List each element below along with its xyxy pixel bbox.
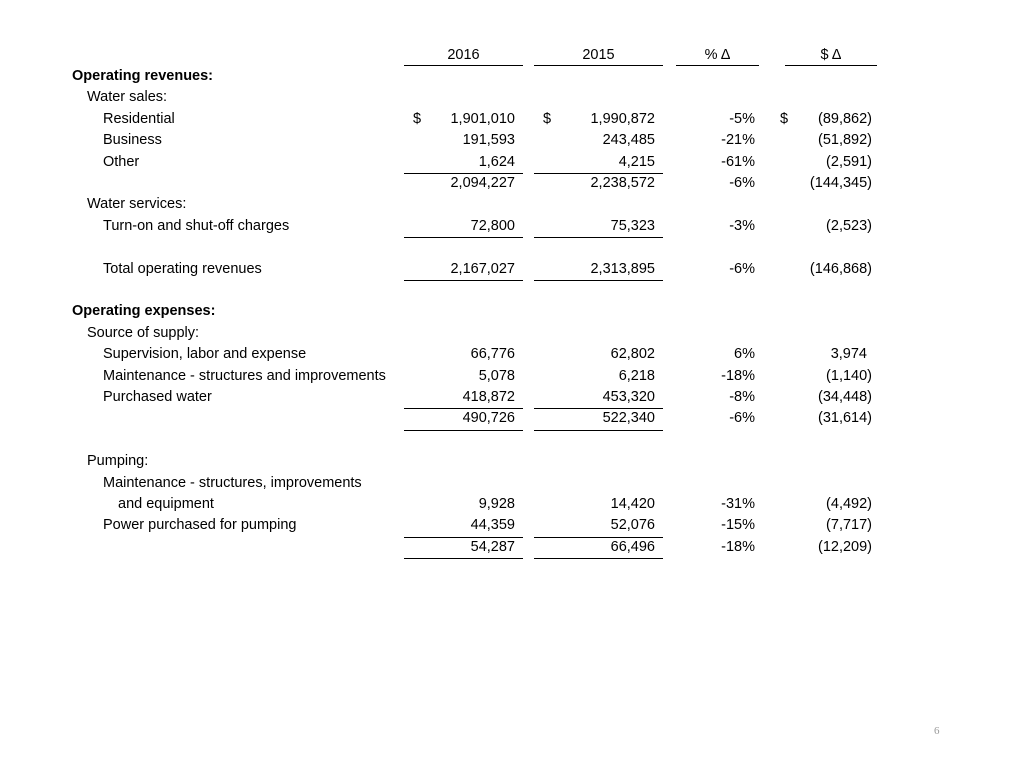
value-2016: 1,901,010: [450, 110, 515, 127]
value-2015: 4,215: [618, 153, 655, 170]
currency-symbol: $: [780, 110, 789, 127]
group-water-services: [0, 194, 1024, 215]
value-2015: 62,802: [610, 346, 655, 363]
value-dollar-change: (1,140): [826, 367, 872, 384]
row-label: and equipment: [118, 496, 214, 512]
underline: [0, 152, 1024, 173]
header-2016: 2016: [404, 46, 523, 64]
section-operating-expenses: [0, 301, 1024, 322]
subtotal-pumping: [0, 537, 1024, 558]
underline: [0, 216, 1024, 237]
row-label: Operating expenses:: [72, 303, 216, 320]
value-2015: 1,990,872: [590, 110, 655, 127]
page-number: 6: [934, 725, 940, 737]
group-pumping: [0, 451, 1024, 472]
row-label: Other: [103, 153, 140, 170]
value-percent-change: -15%: [721, 517, 755, 534]
value-percent-change: -5%: [729, 110, 755, 127]
table-row-business: [0, 130, 1024, 151]
value-dollar-change: (2,523): [826, 217, 872, 234]
value-percent-change: -3%: [729, 217, 755, 234]
value-dollar-change: (31,614): [817, 410, 872, 427]
value-percent-change: -6%: [729, 260, 755, 277]
row-label: Maintenance - structures and improvements: [103, 367, 386, 384]
value-2015: 6,218: [618, 367, 655, 384]
value-2015: 453,320: [602, 389, 655, 405]
section-operating-revenues: [0, 66, 1024, 87]
total-operating-revenues: [0, 259, 1024, 280]
value-2015: 52,076: [610, 517, 655, 534]
value-2015: 243,485: [602, 132, 655, 149]
value-dollar-change: (89,862): [817, 110, 872, 127]
value-dollar-change: (144,345): [809, 175, 872, 191]
value-2015: 14,420: [610, 496, 655, 512]
header-dollar-change: $ Δ: [785, 46, 877, 64]
value-percent-change: -21%: [721, 132, 755, 149]
value-2016: 1,624: [478, 153, 515, 170]
value-2016: 72,800: [470, 217, 515, 234]
row-label: Source of supply:: [87, 324, 200, 341]
underline: [0, 515, 1024, 536]
underline: [0, 537, 1024, 558]
value-percent-change: -18%: [721, 538, 755, 555]
table-row-supervision: [0, 344, 1024, 365]
value-dollar-change: (51,892): [817, 132, 872, 149]
value-2016: 9,928: [478, 496, 515, 512]
value-2016: 2,167,027: [450, 260, 515, 277]
row-label: Turn-on and shut-off charges: [103, 217, 290, 234]
value-2015: 66,496: [610, 538, 655, 555]
value-2015: 2,238,572: [590, 175, 655, 191]
value-dollar-change: (7,717): [826, 517, 872, 534]
table-row-and-equipment: [0, 494, 1024, 515]
value-percent-change: -18%: [721, 367, 755, 384]
value-2016: 54,287: [470, 538, 515, 555]
value-dollar-change: (34,448): [817, 389, 872, 405]
header-percent-change: % Δ: [676, 46, 759, 64]
value-percent-change: 6%: [734, 346, 755, 363]
row-label: Total operating revenues: [103, 260, 262, 277]
value-dollar-change: (2,591): [826, 153, 872, 170]
currency-symbol: $: [543, 110, 552, 127]
table-row-other: [0, 152, 1024, 173]
subtotal-water-sales: [0, 173, 1024, 194]
table-row-turn-on-shut-off: [0, 216, 1024, 237]
row-label: Water services:: [87, 196, 187, 213]
table-row-purchased-water: [0, 387, 1024, 408]
value-dollar-change: (12,209): [817, 538, 872, 555]
value-2016: 44,359: [470, 517, 515, 534]
row-label: Pumping:: [87, 453, 149, 470]
table-row-power-purchased: [0, 515, 1024, 536]
value-2016: 5,078: [478, 367, 515, 384]
underline: [0, 387, 1024, 408]
value-2016: 490,726: [462, 410, 515, 427]
value-percent-change: -8%: [729, 389, 755, 405]
row-label: Residential: [103, 110, 175, 127]
row-label: Supervision, labor and expense: [103, 346, 307, 363]
value-percent-change: -31%: [721, 496, 755, 512]
value-2015: 75,323: [610, 217, 655, 234]
value-percent-change: -6%: [729, 410, 755, 427]
table-row-maintenance-structures: [0, 366, 1024, 387]
value-dollar-change: 3,974: [830, 346, 867, 363]
value-2016: 191,593: [462, 132, 515, 149]
value-dollar-change: (146,868): [809, 260, 872, 277]
table-row-residential: [0, 109, 1024, 130]
group-source-of-supply: [0, 323, 1024, 344]
value-percent-change: -61%: [721, 153, 755, 170]
subtotal-source-of-supply: [0, 408, 1024, 429]
row-label: Operating revenues:: [72, 68, 214, 84]
group-water-sales: [0, 87, 1024, 108]
header-2015: 2015: [534, 46, 663, 64]
value-dollar-change: (4,492): [826, 496, 872, 512]
value-2015: 522,340: [602, 410, 655, 427]
table-row-maintenance-pumping: [0, 473, 1024, 494]
row-label: Water sales:: [87, 89, 168, 106]
row-label: Business: [103, 132, 162, 149]
currency-symbol: $: [413, 110, 422, 127]
value-2016: 418,872: [462, 389, 515, 405]
underline: [0, 408, 1024, 429]
value-percent-change: -6%: [729, 175, 755, 191]
row-label: Purchased water: [103, 389, 212, 405]
underline: [0, 259, 1024, 280]
value-2016: 2,094,227: [450, 175, 515, 191]
value-2015: 2,313,895: [590, 260, 655, 277]
row-label: Power purchased for pumping: [103, 517, 297, 534]
row-label: Maintenance - structures, improvements: [103, 474, 362, 491]
value-2016: 66,776: [470, 346, 515, 363]
